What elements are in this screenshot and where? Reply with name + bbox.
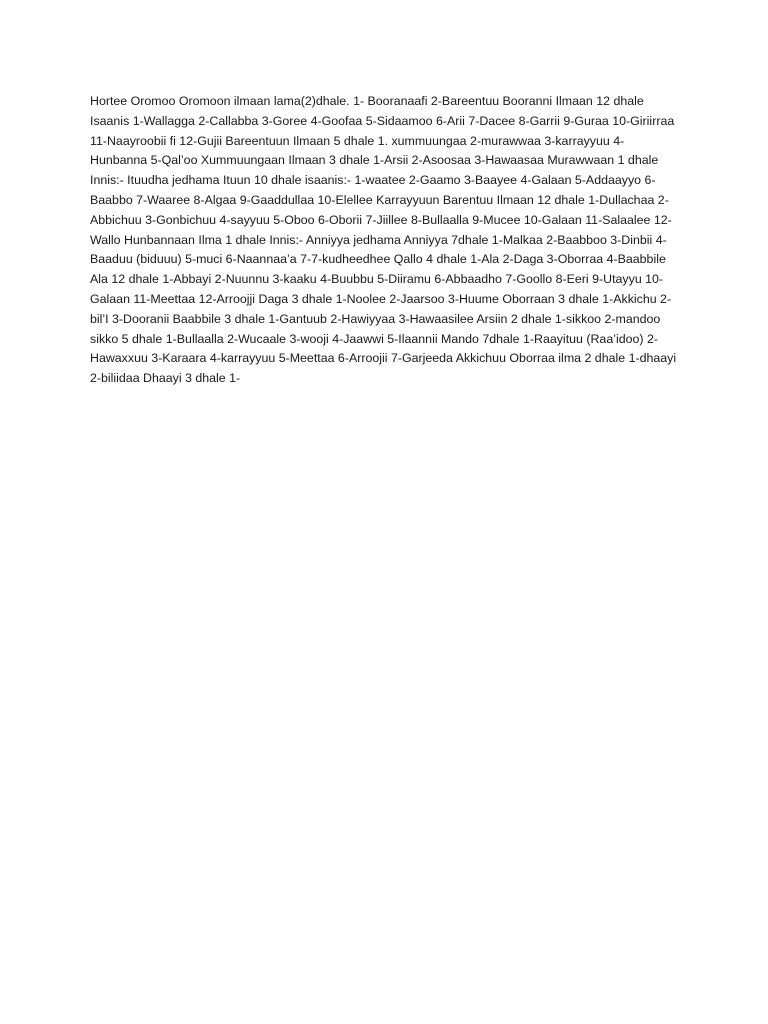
- body-paragraph: Hortee Oromoo Oromoon ilmaan lama(2)dhale. 1- Booranaafi 2-Bareentuu Booranni Ilmaan 12 dhale Isaanis 1-Wallagga 2-Callabba 3-Goree 4-Goofaa 5-Sidaamoo 6-Arii 7-Dacee 8-Garrii 9-Guraa 10-Giriirraa 11-Naayroobii fi 12-Gujii Bareentuun Ilmaan 5 dhale 1. xummuungaa 2-murawwaa 3-karrayyuu 4-Hunbanna 5-Qal’oo Xummuungaan Ilmaan 3 dhale 1-Arsii 2-Asoosaa 3-Hawaasaa Murawwaan 1 dhale Innis:- Ituudha jedhama Ituun 10 dhale isaanis:- 1-waatee 2-Gaamo 3-Baayee 4-Galaan 5-Addaayyo 6-Baabbo 7-Waaree 8-Algaa 9-Gaaddullaa 10-Elellee Karrayyuun Barentuu Ilmaan 12 dhale 1-Dullachaa 2-Abbichuu 3-Gonbichuu 4-sayyuu 5-Oboo 6-Oborii 7-Jiillee 8-Bullaalla 9-Mucee 10-Galaan 11-Salaalee 12-Wallo Hunbannaan Ilma 1 dhale Innis:- Anniyya jedhama Anniyya 7dhale 1-Malkaa 2-Baabboo 3-Dinbii 4-Baaduu (biduuu) 5-muci 6-Naannaa’a 7-7-kudheedhee Qallo 4 dhale 1-Ala 2-Daga 3-Oborraa 4-Baabbile Ala 12 dhale 1-Abbayi 2-Nuunnu 3-kaaku 4-Buubbu 5-Diiramu 6-Abbaadho 7-Goollo 8-Eeri 9-Utayyu 10-Galaan 11-Meettaa 12-Arroojji Daga 3 dhale 1-Noolee 2-Jaarsoo 3-Huume Oborraan 3 dhale 1-Akkichu 2-bil’I 3-Dooranii Baabbile 3 dhale 1-Gantuub 2-Hawiyyaa 3-Hawaasilee Arsiin 2 dhale 1-sikkoo 2-mandoo sikko 5 dhale 1-Bullaalla 2-Wucaale 3-wooji 4-Jaawwi 5-Ilaannii Mando 7dhale 1-Raayituu (Raa’idoo) 2-Hawaxxuu 3-Karaara 4-karrayyuu 5-Meettaa 6-Arroojii 7-Garjeeda Akkichuu Oborraa ilma 2 dhale 1-dhaayi 2-biliidaa Dhaayi 3 dhale 1-: [90, 94, 677, 386]
